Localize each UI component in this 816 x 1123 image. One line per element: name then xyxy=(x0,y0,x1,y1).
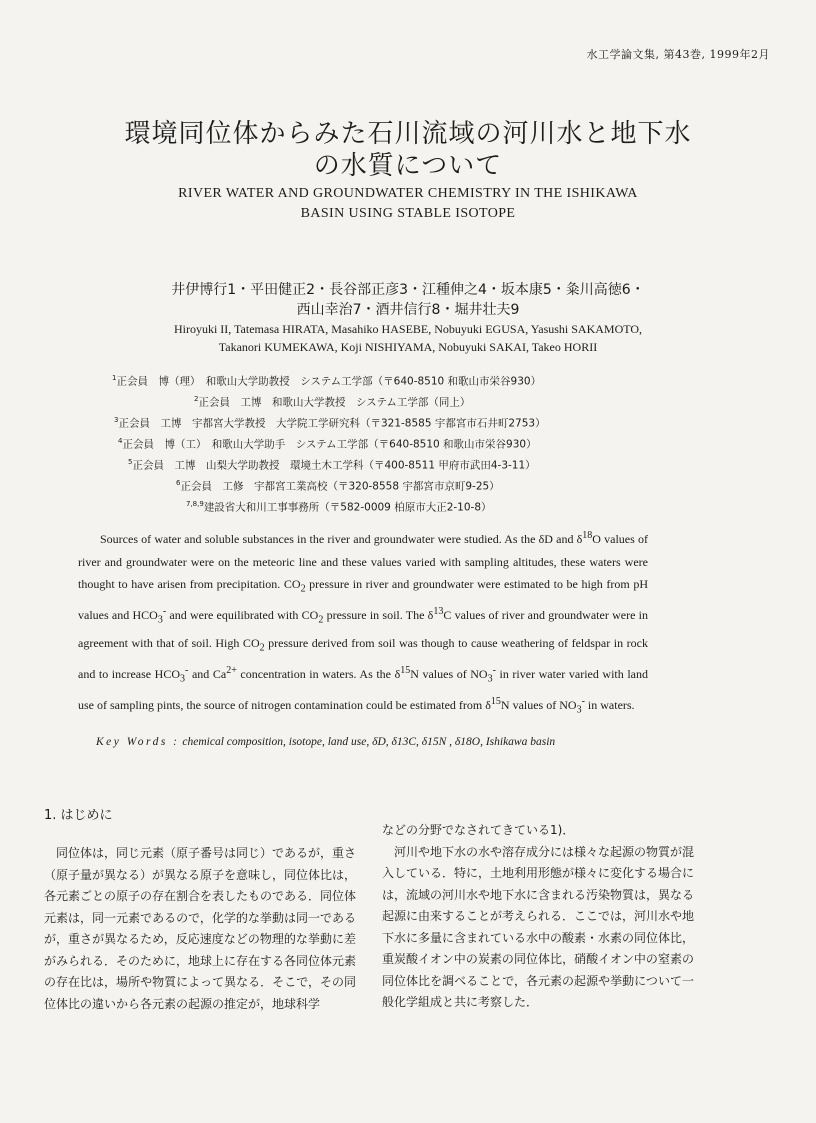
affiliation-7-8-9: $^{7,8,9}$建設省大和川工事事務所（〒582-0009 柏原市大正2-10-8） xyxy=(186,500,492,514)
affiliation-2: $^2$正会員 工博 和歌山大学教授 システム工学部（同上） xyxy=(194,395,471,409)
affiliation-5: $^5$正会員 工博 山梨大学助教授 環境土木工学科（〒400-8511 甲府市武田4-3-11） xyxy=(128,458,536,472)
authors-ja-line2: 西山幸治7・酒井信行8・堀井壮夫9 xyxy=(296,302,520,318)
affiliation-4: $^4$正会員 博（工） 和歌山大学助手 システム工学部（〒640-8510 和歌山市栄谷930） xyxy=(118,437,537,451)
title-japanese xyxy=(40,118,776,182)
authors-japanese xyxy=(60,280,756,320)
authors-en-line2: Takanori KUMEKAWA, Koji NISHIYAMA, Nobuyuki SAKAI, Takeo HORII xyxy=(218,340,598,354)
affiliation-3: $^3$正会員 工博 宇都宮大学教授 大学院工学研究科（〒321-8585 宇都宮市石井町2753） xyxy=(114,416,546,430)
body-right-column xyxy=(382,820,694,1014)
authors-english xyxy=(60,320,756,356)
title-ja-line1: 環境同位体からみた石川流域の河川水と地下水 xyxy=(124,119,692,149)
authors-en-line1: Hiroyuki II, Tatemasa HIRATA, Masahiko HASEBE, Nobuyuki EGUSA, Yasushi SAKAMOTO, xyxy=(173,322,643,336)
title-english xyxy=(40,184,776,224)
body-left-column: 同位体は，同じ元素（原子番号は同じ）であるが，重さ（原子量が異なる）が異なる原子を意味し，同位体比は，各元素ごとの原子の存在割合を表したものである．同位体元素は，同一元素であるので，化学的な挙動は同一であるが，重さが異なるため，反応速度などの物理的な挙動に差がみられる．そのために，地球上に存在する各同位体元素の存在比は，場所や物質によって異なる．そこで，その同位体比の違いから各元素の起源の推定が，地球科学 xyxy=(44,846,357,1011)
affiliation-1: $^1$正会員 博（理） 和歌山大学助教授 システム工学部（〒640-8510 和歌山市栄谷930） xyxy=(112,374,542,388)
keywords-text: chemical composition, isotope, land use, δD, δ13C, δ15N , δ18O, Ishikawa basin xyxy=(182,736,556,748)
affiliation-6: $^6$正会員 工修 宇都宮工業高校（〒320-8558 宇都宮市京町9-25） xyxy=(176,479,500,493)
title-ja-line2: の水質について xyxy=(313,151,503,181)
title-en-line2: BASIN USING STABLE ISOTOPE xyxy=(300,206,516,221)
keywords-label: Key Words : xyxy=(96,736,180,748)
authors-ja-line1: 井伊博行1・平田健正2・長谷部正彦3・江種伸之4・坂本康5・粂川高徳6・ xyxy=(171,282,645,298)
affiliations xyxy=(90,370,730,517)
abstract: Sources of water and soluble substances in the river and groundwater were studied. As the δD and $\delta^{18}O$ values of river and groundwater were on the meteoric line and these values varied with sampling altitudes, these waters were thought to have arisen from precipitation. $CO_2$ pressure in river and groundwater were estimated to be high from pH values and $HCO_3^-$ and were equilibrated with $CO_2$ pressure in soil. The $\delta^{13}C$ values of river and groundwater were in agreement with that of soil. High $CO_2$ pressure derived from soil was though to cause weathering of feldspar in rock and to increase $HCO_3^-$ and $Ca^{2+}$ concentration in waters. As the $\delta^{15}N$ values of $NO_3^-$ in river water varied with land use of sampling pints, the source of nitrogen contamination could be estimated from $\delta^{15}N$ values of $NO_3^-$ in waters. xyxy=(78,530,648,715)
right-continuation: などの分野でなされてきている1)． xyxy=(382,823,575,837)
section-heading: 1. はじめに xyxy=(44,808,113,823)
journal-header: 水工学論文集, 第43巻, 1999年2月 xyxy=(586,48,770,61)
title-en-line1: RIVER WATER AND GROUNDWATER CHEMISTRY IN THE ISHIKAWA xyxy=(178,186,638,201)
keywords xyxy=(96,736,716,748)
right-paragraph: 河川や地下水の水や溶存成分には様々な起源の物質が混入している．特に，土地利用形態が様々に変化する場合には，流域の河川水や地下水に含まれる汚染物質は，異なる起源に由来することが考えられる．ここでは，河川水や地下水に多量に含まれている水中の酸素・水素の同位体比，重炭酸イオン中の炭素の同位体比，硝酸イオン中の窒素の同位体比を調べることで，各元素の起源や挙動について一般化学組成と共に考察した． xyxy=(382,844,695,1009)
